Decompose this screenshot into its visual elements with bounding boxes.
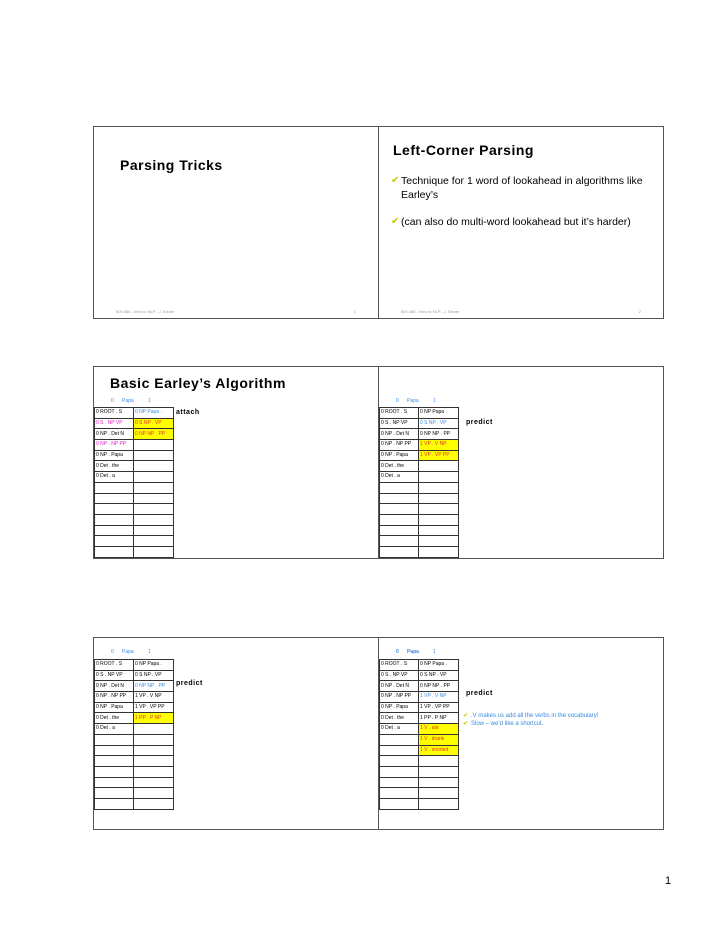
chart-cell xyxy=(134,472,174,483)
earley-chart xyxy=(379,659,459,810)
chart-cell: 0 NP . Det N xyxy=(380,681,419,692)
side-label: predict xyxy=(466,419,493,426)
earley-chart xyxy=(94,659,174,810)
chart-cell: 1 PP . P NP xyxy=(419,713,459,724)
chart-cell: 0 NP Papa . xyxy=(419,660,459,671)
page-number: 1 xyxy=(665,875,672,887)
chart-cell xyxy=(134,461,174,472)
chart-cell: 0 Det . the xyxy=(380,713,419,724)
chart-cell: 0 S . NP VP xyxy=(380,418,419,429)
slide-footer xyxy=(379,309,663,315)
chart-cell xyxy=(134,440,174,451)
slide-title: Left-Corner Parsing xyxy=(393,142,534,158)
chart-cell: 0 NP . Det N xyxy=(380,429,419,440)
checkmark-icon: ✔ xyxy=(391,175,400,186)
chart-cell xyxy=(419,472,459,483)
chart-cell: 0 NP . NP PP xyxy=(95,440,134,451)
chart-cell: 1 VP . V NP xyxy=(419,440,459,451)
checkmark-icon: ✔ xyxy=(463,713,469,719)
slide-earley-predict-pp: 0 Papa 1 0 ROOT . S 0 NP Papa . 0 S . NP VP 0 S NP . VP 0 NP . Det N 0 NP NP . PP 0 NP . NP PP 1 VP . V NP 0 NP . Papa 1 VP . VP PP 0 Det . the 1 PP . P NP 0 Det . a predict xyxy=(93,637,379,830)
slide-parsing-tricks xyxy=(93,126,379,319)
slide-title: Parsing Tricks xyxy=(120,157,223,173)
footer-left: 600.465 - Intro to NLP - J. Eisner xyxy=(401,309,460,314)
chart-cell: 0 NP . Papa xyxy=(95,450,134,461)
chart-cell: 0 Det . a xyxy=(380,472,419,483)
chart-cell: 1 V . snorted xyxy=(419,745,459,756)
chart-cell: 0 NP Papa . xyxy=(134,408,174,419)
chart-cell: 0 S NP . VP xyxy=(419,670,459,681)
note-item: ✔ Slow – we’d like a shortcut. xyxy=(463,721,544,727)
side-label: predict xyxy=(176,680,203,687)
footer-left: 600.465 - Intro to NLP - J. Eisner xyxy=(116,309,175,314)
chart-cell: 0 NP . Det N xyxy=(95,429,134,440)
chart-cell: 0 S . NP VP xyxy=(380,670,419,681)
chart-cell xyxy=(134,450,174,461)
chart-cell: 0 Det . the xyxy=(95,461,134,472)
note-item: ✔ .V makes us add all the verbs in the vocabulary! xyxy=(463,713,599,719)
checkmark-icon: ✔ xyxy=(463,721,469,727)
chart-cell: 0 ROOT . S xyxy=(380,408,419,419)
slide-earley-predict: 0 Papa 1 0 ROOT . S 0 NP Papa . 0 S . NP VP 0 S NP . VP 0 NP . Det N 0 NP NP . PP 0 NP . NP PP 1 VP . V NP 0 NP . Papa 1 VP . VP PP 0 Det . the 0 Det . a predict xyxy=(378,366,664,559)
note-list xyxy=(463,712,663,728)
chart-cell: 0 NP NP . PP xyxy=(134,429,174,440)
chart-cell: 0 S NP . VP xyxy=(134,670,174,681)
chart-cell: 0 NP . Papa xyxy=(380,450,419,461)
chart-cell: 0 NP . NP PP xyxy=(380,440,419,451)
chart-cell: 0 NP . Det N xyxy=(95,681,134,692)
chart-cell: 1 PP . P NP xyxy=(134,713,174,724)
slide-earley-predict-verbs: 0 Papa 1 0 ROOT . S 0 NP Papa . 0 S . NP VP 0 S NP . VP 0 NP . Det N 0 NP NP . PP 0 NP . NP PP 1 VP . V NP 0 NP . Papa 1 VP . VP PP 0 Det . the 1 PP . P NP 0 Det . a 1 V . ate 1 V . drank 1 V . snorted predict ✔ .V makes us add all the verbs in the vocabulary! ✔ Slow – we’d like a shortcut. xyxy=(378,637,664,830)
slide-footer xyxy=(94,309,378,315)
bullet-list xyxy=(391,174,651,242)
chart-cell: 0 S . NP VP xyxy=(95,670,134,681)
side-label: attach xyxy=(176,409,200,416)
earley-chart xyxy=(379,407,459,558)
chart-cell: 0 Det . a xyxy=(95,472,134,483)
checkmark-icon: ✔ xyxy=(391,216,400,227)
chart-cell: 0 S NP . VP xyxy=(419,418,459,429)
chart-cell: 0 NP . NP PP xyxy=(380,692,419,703)
chart-cell: 0 Det . a xyxy=(95,724,134,735)
chart-cell: 0 NP NP . PP xyxy=(419,429,459,440)
footer-right: 2 xyxy=(638,309,641,314)
slide-title: Basic Earley’s Algorithm xyxy=(110,375,286,391)
bullet-item: ✔ Technique for 1 word of lookahead in algorithms like Earley’s xyxy=(391,175,643,201)
bullet-item: ✔ (can also do multi-word lookahead but it’s harder) xyxy=(391,216,631,228)
chart-cell: 0 ROOT . S xyxy=(95,660,134,671)
chart-cell: 0 S NP . VP xyxy=(134,418,174,429)
chart-cell: 0 Det . the xyxy=(380,461,419,472)
chart-cell: 0 NP Papa . xyxy=(419,408,459,419)
footer-right: 1 xyxy=(353,309,356,314)
chart-cell: 1 V . ate xyxy=(419,724,459,735)
chart-cell: 1 V . drank xyxy=(419,734,459,745)
chart-cell: 0 ROOT . S xyxy=(95,408,134,419)
chart-cell: 0 NP . Papa xyxy=(380,702,419,713)
chart-cell: 1 VP . VP PP xyxy=(419,450,459,461)
chart-cell: 1 VP . VP PP xyxy=(134,702,174,713)
chart-cell: 1 VP . VP PP xyxy=(419,702,459,713)
chart-cell: 0 ROOT . S xyxy=(380,660,419,671)
chart-cell: 0 NP Papa . xyxy=(134,660,174,671)
chart-cell: 1 VP . V NP xyxy=(419,692,459,703)
chart-cell: 0 NP NP . PP xyxy=(134,681,174,692)
chart-cell: 0 Det . a xyxy=(380,724,419,735)
chart-cell: 0 NP NP . PP xyxy=(419,681,459,692)
chart-cell xyxy=(134,724,174,735)
slide-left-corner-parsing xyxy=(378,126,664,319)
slide-basic-earley: Basic Earley’s Algorithm 0 Papa 1 0 ROOT . S 0 NP Papa . 0 S . NP VP 0 S NP . VP 0 NP . Det N 0 NP NP . PP 0 NP . NP PP 0 NP . Papa 0 Det . the 0 Det . a attach xyxy=(93,366,379,559)
chart-cell: 0 S . NP VP xyxy=(95,418,134,429)
chart-cell xyxy=(419,461,459,472)
chart-cell: 0 NP . Papa xyxy=(95,702,134,713)
side-label: predict xyxy=(466,690,493,697)
chart-cell: 0 NP . NP PP xyxy=(95,692,134,703)
earley-chart xyxy=(94,407,174,558)
chart-cell: 1 VP . V NP xyxy=(134,692,174,703)
chart-cell: 0 Det . the xyxy=(95,713,134,724)
